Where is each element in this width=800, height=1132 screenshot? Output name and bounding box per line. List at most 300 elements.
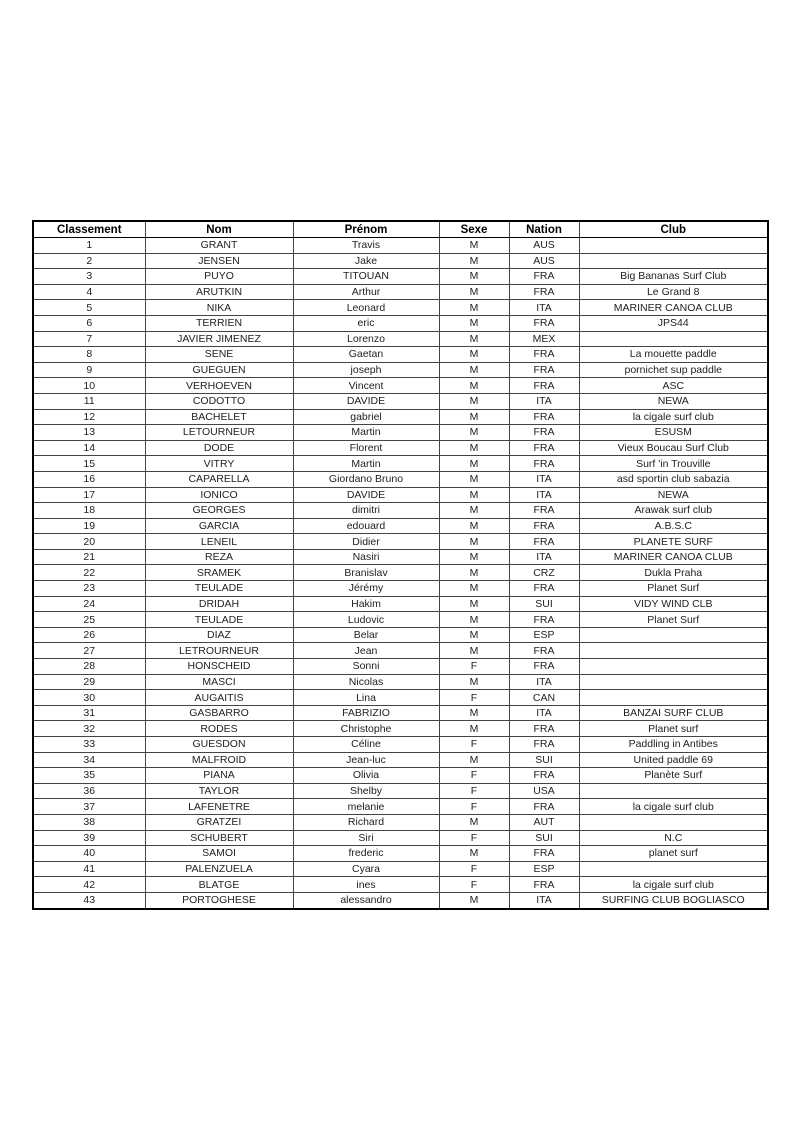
cell-club: Paddling in Antibes — [579, 737, 768, 753]
cell-nation: FRA — [509, 425, 579, 441]
cell-classement: 20 — [33, 534, 145, 550]
cell-nation: ITA — [509, 393, 579, 409]
cell-nation: FRA — [509, 409, 579, 425]
table-row — [33, 892, 768, 908]
cell-nom: NIKA — [145, 300, 293, 316]
cell-nom: LENEIL — [145, 534, 293, 550]
cell-prenom: Lorenzo — [293, 331, 439, 347]
cell-classement: 2 — [33, 253, 145, 269]
cell-prenom: Ludovic — [293, 612, 439, 628]
cell-club: planet surf — [579, 846, 768, 862]
cell-prenom: Nasiri — [293, 549, 439, 565]
cell-prenom: frederic — [293, 846, 439, 862]
cell-classement: 33 — [33, 737, 145, 753]
cell-nation: FRA — [509, 315, 579, 331]
cell-club: JPS44 — [579, 315, 768, 331]
cell-nom: ARUTKIN — [145, 284, 293, 300]
cell-prenom: Martin — [293, 456, 439, 472]
cell-club: Planet surf — [579, 721, 768, 737]
cell-club: Vieux Boucau Surf Club — [579, 440, 768, 456]
cell-sexe: M — [439, 378, 509, 394]
cell-classement: 22 — [33, 565, 145, 581]
cell-classement: 23 — [33, 581, 145, 597]
cell-club — [579, 643, 768, 659]
cell-classement: 38 — [33, 814, 145, 830]
cell-prenom: Travis — [293, 238, 439, 254]
cell-sexe: F — [439, 830, 509, 846]
cell-sexe: M — [439, 721, 509, 737]
cell-sexe: M — [439, 315, 509, 331]
table-row — [33, 409, 768, 425]
cell-nation: FRA — [509, 721, 579, 737]
cell-club: MARINER CANOA CLUB — [579, 549, 768, 565]
cell-nom: GUEGUEN — [145, 362, 293, 378]
table-row — [33, 300, 768, 316]
cell-club — [579, 331, 768, 347]
cell-nation: ITA — [509, 705, 579, 721]
cell-sexe: M — [439, 643, 509, 659]
cell-club — [579, 659, 768, 675]
cell-classement: 37 — [33, 799, 145, 815]
cell-prenom: Leonard — [293, 300, 439, 316]
cell-nom: MASCI — [145, 674, 293, 690]
cell-nom: LETROURNEUR — [145, 643, 293, 659]
cell-nation: FRA — [509, 518, 579, 534]
cell-prenom: Arthur — [293, 284, 439, 300]
cell-nation: FRA — [509, 612, 579, 628]
cell-classement: 19 — [33, 518, 145, 534]
cell-classement: 3 — [33, 269, 145, 285]
table-header — [33, 221, 768, 238]
cell-classement: 14 — [33, 440, 145, 456]
cell-prenom: Florent — [293, 440, 439, 456]
cell-nom: TERRIEN — [145, 315, 293, 331]
cell-sexe: M — [439, 425, 509, 441]
cell-nation: SUI — [509, 752, 579, 768]
cell-nom: CAPARELLA — [145, 471, 293, 487]
table-row — [33, 393, 768, 409]
cell-prenom: eric — [293, 315, 439, 331]
table-row — [33, 768, 768, 784]
cell-club: asd sportin club sabazia — [579, 471, 768, 487]
cell-prenom: joseph — [293, 362, 439, 378]
cell-club: MARINER CANOA CLUB — [579, 300, 768, 316]
cell-sexe: F — [439, 737, 509, 753]
cell-nation: USA — [509, 783, 579, 799]
cell-nation: FRA — [509, 846, 579, 862]
table-row — [33, 830, 768, 846]
table-row — [33, 565, 768, 581]
table-row — [33, 705, 768, 721]
cell-club — [579, 253, 768, 269]
cell-nation: FRA — [509, 503, 579, 519]
cell-nation: CRZ — [509, 565, 579, 581]
cell-prenom: melanie — [293, 799, 439, 815]
cell-nom: BACHELET — [145, 409, 293, 425]
cell-club: Big Bananas Surf Club — [579, 269, 768, 285]
table-row — [33, 269, 768, 285]
cell-nom: MALFROID — [145, 752, 293, 768]
cell-club — [579, 814, 768, 830]
cell-nation: AUS — [509, 253, 579, 269]
cell-nom: GASBARRO — [145, 705, 293, 721]
cell-nom: BLATGE — [145, 877, 293, 893]
cell-nation: ITA — [509, 471, 579, 487]
cell-classement: 34 — [33, 752, 145, 768]
cell-sexe: F — [439, 799, 509, 815]
cell-nom: PUYO — [145, 269, 293, 285]
table-row — [33, 721, 768, 737]
cell-club: NEWA — [579, 393, 768, 409]
cell-nom: PIANA — [145, 768, 293, 784]
table-row — [33, 846, 768, 862]
cell-nation: FRA — [509, 534, 579, 550]
header-nation: Nation — [509, 221, 579, 238]
cell-classement: 11 — [33, 393, 145, 409]
cell-nation: FRA — [509, 347, 579, 363]
cell-classement: 8 — [33, 347, 145, 363]
table-row — [33, 861, 768, 877]
table-row — [33, 643, 768, 659]
cell-nom: GRATZEI — [145, 814, 293, 830]
cell-prenom: Lina — [293, 690, 439, 706]
table-row — [33, 315, 768, 331]
cell-prenom: Giordano Bruno — [293, 471, 439, 487]
table-row — [33, 347, 768, 363]
table-row — [33, 814, 768, 830]
cell-sexe: M — [439, 393, 509, 409]
cell-prenom: Siri — [293, 830, 439, 846]
table-row — [33, 440, 768, 456]
table-row — [33, 456, 768, 472]
cell-prenom: Céline — [293, 737, 439, 753]
cell-classement: 16 — [33, 471, 145, 487]
table-row — [33, 783, 768, 799]
cell-classement: 24 — [33, 596, 145, 612]
cell-sexe: M — [439, 440, 509, 456]
cell-sexe: M — [439, 518, 509, 534]
cell-classement: 39 — [33, 830, 145, 846]
cell-prenom: DAVIDE — [293, 393, 439, 409]
cell-nation: ITA — [509, 892, 579, 908]
cell-nom: VERHOEVEN — [145, 378, 293, 394]
cell-classement: 43 — [33, 892, 145, 908]
cell-nom: TEULADE — [145, 612, 293, 628]
cell-classement: 26 — [33, 627, 145, 643]
cell-classement: 7 — [33, 331, 145, 347]
cell-nom: GRANT — [145, 238, 293, 254]
cell-club: ESUSM — [579, 425, 768, 441]
cell-classement: 31 — [33, 705, 145, 721]
cell-sexe: F — [439, 877, 509, 893]
cell-club: BANZAI SURF CLUB — [579, 705, 768, 721]
cell-sexe: M — [439, 503, 509, 519]
cell-club — [579, 627, 768, 643]
cell-nation: FRA — [509, 362, 579, 378]
cell-nom: SRAMEK — [145, 565, 293, 581]
cell-nation: FRA — [509, 737, 579, 753]
table-row — [33, 253, 768, 269]
cell-nom: DODE — [145, 440, 293, 456]
cell-nation: ESP — [509, 627, 579, 643]
cell-nom: IONICO — [145, 487, 293, 503]
cell-nom: SENE — [145, 347, 293, 363]
cell-nom: GARCIA — [145, 518, 293, 534]
table-row — [33, 487, 768, 503]
cell-club — [579, 238, 768, 254]
cell-prenom: Belar — [293, 627, 439, 643]
cell-classement: 4 — [33, 284, 145, 300]
table-row — [33, 518, 768, 534]
cell-nom: CODOTTO — [145, 393, 293, 409]
cell-classement: 42 — [33, 877, 145, 893]
cell-club — [579, 674, 768, 690]
cell-nation: FRA — [509, 581, 579, 597]
cell-classement: 10 — [33, 378, 145, 394]
cell-club: Planète Surf — [579, 768, 768, 784]
cell-prenom: Richard — [293, 814, 439, 830]
cell-nation: SUI — [509, 596, 579, 612]
cell-nom: VITRY — [145, 456, 293, 472]
cell-club: Dukla Praha — [579, 565, 768, 581]
cell-club — [579, 861, 768, 877]
cell-classement: 21 — [33, 549, 145, 565]
cell-prenom: alessandro — [293, 892, 439, 908]
cell-prenom: Shelby — [293, 783, 439, 799]
results-table — [32, 220, 769, 910]
cell-club: Planet Surf — [579, 612, 768, 628]
cell-club: N.C — [579, 830, 768, 846]
cell-sexe: M — [439, 456, 509, 472]
cell-sexe: M — [439, 534, 509, 550]
cell-nom: SCHUBERT — [145, 830, 293, 846]
cell-nom: JAVIER JIMENEZ — [145, 331, 293, 347]
cell-nation: AUT — [509, 814, 579, 830]
cell-prenom: Christophe — [293, 721, 439, 737]
cell-sexe: M — [439, 674, 509, 690]
cell-club: A.B.S.C — [579, 518, 768, 534]
table-row — [33, 471, 768, 487]
cell-club: VIDY WIND CLB — [579, 596, 768, 612]
cell-prenom: edouard — [293, 518, 439, 534]
cell-sexe: F — [439, 659, 509, 675]
cell-prenom: Jérémy — [293, 581, 439, 597]
cell-classement: 30 — [33, 690, 145, 706]
header-row — [33, 221, 768, 238]
cell-sexe: M — [439, 487, 509, 503]
cell-nom: GUESDON — [145, 737, 293, 753]
cell-club: PLANETE SURF — [579, 534, 768, 550]
cell-classement: 36 — [33, 783, 145, 799]
cell-prenom: Jean — [293, 643, 439, 659]
header-classement: Classement — [33, 221, 145, 238]
header-sexe: Sexe — [439, 221, 509, 238]
cell-nation: CAN — [509, 690, 579, 706]
cell-sexe: F — [439, 783, 509, 799]
cell-sexe: F — [439, 861, 509, 877]
table-row — [33, 581, 768, 597]
cell-nom: HONSCHEID — [145, 659, 293, 675]
cell-prenom: Jean-luc — [293, 752, 439, 768]
cell-prenom: Olivia — [293, 768, 439, 784]
cell-nation: ITA — [509, 549, 579, 565]
table-row — [33, 627, 768, 643]
cell-club: NEWA — [579, 487, 768, 503]
cell-prenom: Gaetan — [293, 347, 439, 363]
cell-sexe: M — [439, 565, 509, 581]
cell-nom: LETOURNEUR — [145, 425, 293, 441]
cell-prenom: Jake — [293, 253, 439, 269]
cell-nation: FRA — [509, 659, 579, 675]
cell-nation: SUI — [509, 830, 579, 846]
table-row — [33, 425, 768, 441]
table-row — [33, 362, 768, 378]
table-row — [33, 549, 768, 565]
cell-nation: AUS — [509, 238, 579, 254]
cell-club: Planet Surf — [579, 581, 768, 597]
cell-prenom: ines — [293, 877, 439, 893]
table-row — [33, 737, 768, 753]
cell-nation: MEX — [509, 331, 579, 347]
table-body — [33, 238, 768, 909]
cell-club: Le Grand 8 — [579, 284, 768, 300]
cell-nation: FRA — [509, 440, 579, 456]
cell-club: La mouette paddle — [579, 347, 768, 363]
cell-club: SURFING CLUB BOGLIASCO — [579, 892, 768, 908]
cell-prenom: Vincent — [293, 378, 439, 394]
cell-club — [579, 690, 768, 706]
header-club: Club — [579, 221, 768, 238]
table-row — [33, 799, 768, 815]
table-row — [33, 596, 768, 612]
cell-club: Surf 'in Trouville — [579, 456, 768, 472]
cell-prenom: gabriel — [293, 409, 439, 425]
cell-classement: 41 — [33, 861, 145, 877]
cell-nation: FRA — [509, 877, 579, 893]
cell-nation: FRA — [509, 269, 579, 285]
cell-sexe: F — [439, 768, 509, 784]
cell-nom: JENSEN — [145, 253, 293, 269]
table-row — [33, 752, 768, 768]
cell-sexe: M — [439, 596, 509, 612]
cell-club: United paddle 69 — [579, 752, 768, 768]
cell-club: Arawak surf club — [579, 503, 768, 519]
cell-nom: REZA — [145, 549, 293, 565]
cell-nation: ITA — [509, 674, 579, 690]
cell-classement: 17 — [33, 487, 145, 503]
cell-classement: 5 — [33, 300, 145, 316]
table-row — [33, 690, 768, 706]
cell-nom: DRIDAH — [145, 596, 293, 612]
table-row — [33, 534, 768, 550]
cell-club: la cigale surf club — [579, 409, 768, 425]
cell-classement: 9 — [33, 362, 145, 378]
cell-nom: PORTOGHESE — [145, 892, 293, 908]
cell-classement: 32 — [33, 721, 145, 737]
cell-sexe: M — [439, 253, 509, 269]
cell-classement: 12 — [33, 409, 145, 425]
table-row — [33, 877, 768, 893]
cell-nom: DIAZ — [145, 627, 293, 643]
cell-sexe: F — [439, 690, 509, 706]
table-row — [33, 331, 768, 347]
cell-sexe: M — [439, 752, 509, 768]
table-row — [33, 238, 768, 254]
cell-prenom: DAVIDE — [293, 487, 439, 503]
cell-sexe: M — [439, 846, 509, 862]
cell-sexe: M — [439, 612, 509, 628]
cell-classement: 1 — [33, 238, 145, 254]
cell-club — [579, 783, 768, 799]
cell-nom: PALENZUELA — [145, 861, 293, 877]
table-row — [33, 284, 768, 300]
cell-sexe: M — [439, 362, 509, 378]
cell-nation: FRA — [509, 768, 579, 784]
cell-sexe: M — [439, 892, 509, 908]
cell-prenom: Cyara — [293, 861, 439, 877]
cell-prenom: TITOUAN — [293, 269, 439, 285]
cell-nom: GEORGES — [145, 503, 293, 519]
table-row — [33, 503, 768, 519]
cell-nom: LAFENETRE — [145, 799, 293, 815]
cell-sexe: M — [439, 549, 509, 565]
cell-sexe: M — [439, 269, 509, 285]
cell-club: ASC — [579, 378, 768, 394]
cell-nation: FRA — [509, 378, 579, 394]
cell-classement: 27 — [33, 643, 145, 659]
cell-prenom: Branislav — [293, 565, 439, 581]
cell-sexe: M — [439, 284, 509, 300]
cell-nation: FRA — [509, 456, 579, 472]
cell-prenom: FABRIZIO — [293, 705, 439, 721]
cell-nation: ITA — [509, 487, 579, 503]
cell-sexe: M — [439, 627, 509, 643]
cell-prenom: dimitri — [293, 503, 439, 519]
cell-prenom: Nicolas — [293, 674, 439, 690]
cell-nom: SAMOI — [145, 846, 293, 862]
cell-sexe: M — [439, 409, 509, 425]
cell-sexe: M — [439, 331, 509, 347]
cell-classement: 29 — [33, 674, 145, 690]
table-row — [33, 378, 768, 394]
cell-nom: RODES — [145, 721, 293, 737]
cell-sexe: M — [439, 705, 509, 721]
cell-nation: ITA — [509, 300, 579, 316]
cell-club: la cigale surf club — [579, 877, 768, 893]
cell-prenom: Martin — [293, 425, 439, 441]
cell-nation: FRA — [509, 799, 579, 815]
table-row — [33, 674, 768, 690]
cell-nom: TAYLOR — [145, 783, 293, 799]
cell-nom: TEULADE — [145, 581, 293, 597]
cell-classement: 18 — [33, 503, 145, 519]
cell-sexe: M — [439, 814, 509, 830]
cell-club: pornichet sup paddle — [579, 362, 768, 378]
cell-nation: FRA — [509, 643, 579, 659]
table-row — [33, 612, 768, 628]
cell-prenom: Didier — [293, 534, 439, 550]
cell-nom: AUGAITIS — [145, 690, 293, 706]
cell-nation: ESP — [509, 861, 579, 877]
cell-classement: 6 — [33, 315, 145, 331]
header-nom: Nom — [145, 221, 293, 238]
cell-classement: 28 — [33, 659, 145, 675]
cell-classement: 13 — [33, 425, 145, 441]
cell-classement: 15 — [33, 456, 145, 472]
cell-sexe: M — [439, 300, 509, 316]
cell-prenom: Hakim — [293, 596, 439, 612]
header-prenom: Prénom — [293, 221, 439, 238]
